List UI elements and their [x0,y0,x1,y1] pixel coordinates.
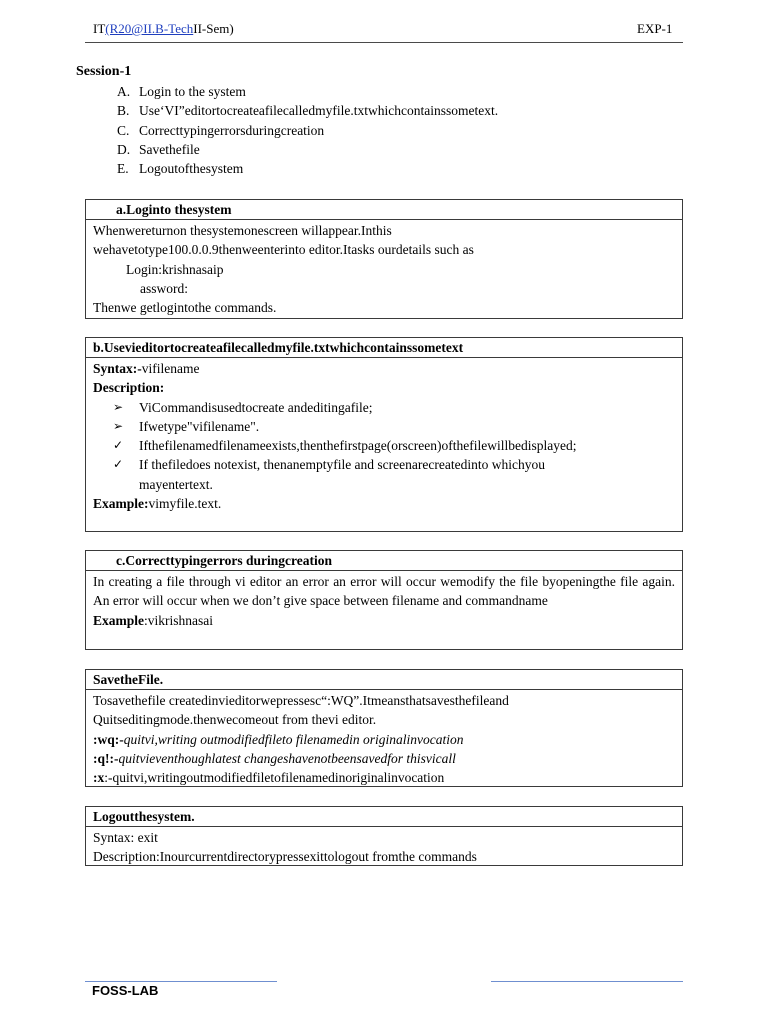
bullet-text: ViCommandisusedtocreate andeditingafile; [139,399,373,415]
bullet-item [93,455,675,494]
session-task-list [117,82,498,178]
save-line-1: Tosavethefile createdinvieditorwepressesc“:WQ”.Itmeansthatsavesthefileand [93,693,509,708]
login-password-line: assword: [140,280,188,296]
bullet-text: Ifwetype"vifilename". [139,418,260,434]
logout-syntax-line: Syntax: exit [93,830,158,845]
syntax-line [93,359,675,378]
arrow-bullet-icon: ➢ [113,418,124,433]
list-marker: C. [117,122,130,138]
bullet-item [93,417,675,436]
page-header-right: EXP-1 [637,21,673,36]
arrow-bullet-icon: ➢ [113,399,124,414]
login-section-title: a.Loginto thesystem [86,200,682,220]
login-line-5: Thenwe getlogintothe commands. [93,300,277,316]
header-link[interactable]: (R20@II.B-Tech [105,21,194,36]
bullet-text: If thefiledoes notexist, thenanemptyfile and screenarecreatedinto whichyou mayentertext. [139,457,545,492]
description-label-text: Description: [93,380,165,396]
vi-editor-section-body [86,358,682,513]
header-divider [85,42,683,43]
x-command-line [93,768,675,787]
bullet-text: Ifthefilenamedfilenameexists,thenthefirstpage(orscreen)ofthefilewillbedisplayed; [139,438,577,454]
wq-label: :wq:- [93,731,124,747]
session-title: Session-1 [76,64,132,79]
logout-section-body [86,827,682,867]
list-item-text: Login to the system [139,84,246,99]
list-marker: A. [117,84,131,99]
typing-errors-section-box [85,550,683,650]
list-marker: E. [117,161,129,177]
checkmark-bullet-icon: ✓ [113,457,124,472]
login-section-body [86,220,682,317]
list-item [117,159,498,178]
footer-rule-right [491,981,683,982]
example-label: Example: [93,496,149,512]
example-line [93,494,675,513]
list-item [117,121,498,140]
example-line [93,611,675,630]
example-label: Example [93,612,145,628]
wq-command-line [93,730,675,749]
footer-label: FOSS-LAB [92,983,159,998]
header-suffix: II-Sem) [193,21,234,36]
syntax-label: Syntax:- [93,361,142,376]
typing-errors-section-body [86,571,682,630]
login-username-line: Login:krishnasaip [126,261,224,277]
bullet-item [93,398,675,417]
example-value: vimyfile.text. [148,496,222,512]
q-text: quitvieventhoughlatest changeshavenotbeensavedfor thisvicall [118,750,456,766]
q-label: :q!:- [93,750,119,766]
x-label: :x [93,770,105,786]
header-prefix: IT [93,21,106,36]
list-marker: B. [117,103,130,119]
typing-errors-section-title: c.Correcttypingerrors duringcreation [86,551,682,571]
logout-description-line: Description:Inourcurrentdirectorypressexittologout fromthe commands [93,849,477,865]
checkmark-bullet-icon: ✓ [113,438,124,453]
list-item-text: Logoutofthesystem [139,161,244,177]
list-item-text: Correcttypingerrorsduringcreation [139,122,325,138]
save-file-section-box [85,669,683,787]
typing-errors-paragraph: In creating a file through vi editor an error an error will occur wemodify the file byopeningthe file again. An error will occur when we don’t give space between filename and commandname [93,574,675,609]
bullet-item [93,436,675,455]
login-line-2: wehavetotype100.0.0.9thenweenterinto editor.Itasks ourdetails such as [93,242,474,258]
list-item-text: Savethefile [139,141,200,157]
list-item [117,101,498,120]
syntax-value: vifilename [141,361,200,376]
q-command-line [93,749,675,768]
description-label [93,378,675,397]
login-line-1: Whenwereturnon thesystemonescreen willappear.Inthis [93,223,392,238]
logout-section-title: Logoutthesystem. [86,807,682,827]
save-file-section-title: SavetheFile. [86,670,682,690]
list-item-text: Use‘VI”editortocreateafilecalledmyfile.txtwhichcontainssometext. [139,103,499,119]
save-file-section-body [86,690,682,787]
x-text: :-quitvi,writingoutmodifiedfiletofilenamedinoriginalinvocation [104,770,445,786]
page-header-left [93,21,234,37]
list-item [117,140,498,159]
vi-editor-section-title: b.Usevieditortocreateafilecalledmyfile.txtwhichcontainssometext [86,338,682,358]
example-value: :vikrishnasai [144,612,214,628]
list-item [117,82,498,101]
logout-section-box [85,806,683,866]
vi-editor-section-box [85,337,683,532]
footer-rule-left [85,981,277,982]
list-marker: D. [117,141,131,157]
save-line-2: Quitseditingmode.thenwecomeout from thevi editor. [93,712,377,728]
wq-text: quitvi,writing outmodifiedfileto filenamedin originalinvocation [123,731,464,747]
login-section-box [85,199,683,319]
